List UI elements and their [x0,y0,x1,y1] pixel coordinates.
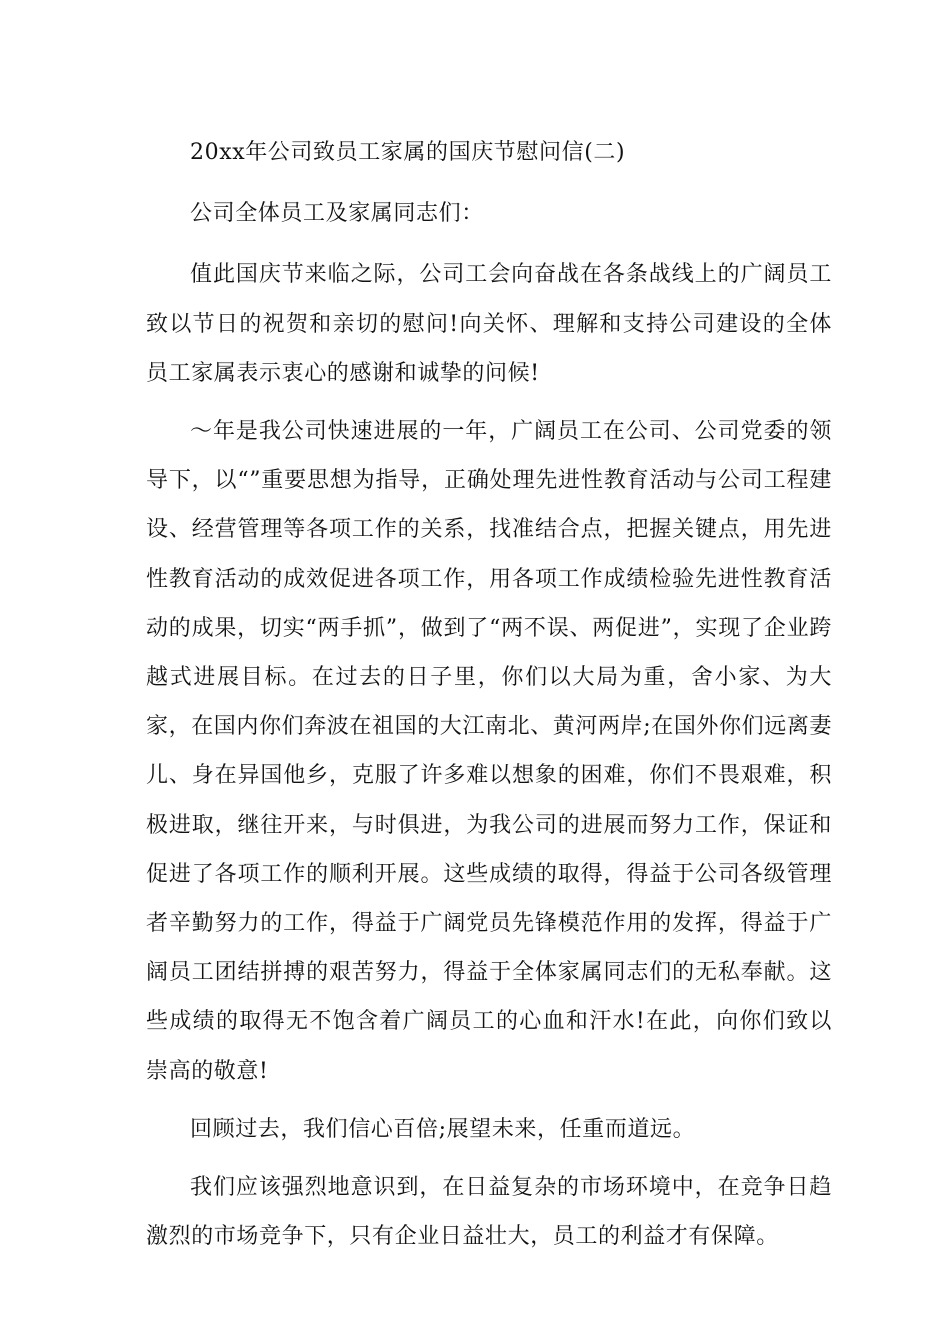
letter-salutation: 公司全体员工及家属同志们： [190,201,484,227]
letter-title: 20xx年公司致员工家属的国庆节慰问信(二) [190,140,626,165]
letter-body [146,128,832,1270]
paragraph-awareness: 我们应该强烈地意识到，在日益复杂的市场环境中，在竞争日趋激烈的市场竞争下，只有企业日益壮大，员工的利益才有保障。 [146,1175,832,1250]
paragraph-achievements: ～年是我公司快速进展的一年，广阔员工在公司、公司党委的领导下，以“”重要思想为指导，正确处理先进性教育活动与公司工程建设、经营管理等各项工作的关系，找准结合点，把握关键点，用先进性教育活动的成效促进各项工作，用各项工作成绩检验先进性教育活动的成果，切实“两手抓”，做到了“两不误、两促进”，实现了企业跨越式进展目标。在过去的日子里，你们以大局为重，舍小家、为大家，在国内你们奔波在祖国的大江南北、黄河两岸;在国外你们远离妻儿、身在异国他乡，克服了许多难以想象的困难，你们不畏艰难，积极进取，继往开来，与时俱进，为我公司的进展而努力工作，保证和促进了各项工作的顺利开展。这些成绩的取得，得益于公司各级管理者辛勤努力的工作，得益于广阔党员先锋模范作用的发挥，得益于广阔员工团结拼搏的艰苦努力，得益于全体家属同志们的无私奉献。这些成绩的取得无不饱含着广阔员工的心血和汗水!在此，向你们致以崇高的敬意! [146,419,833,1084]
paragraph-greeting: 值此国庆节来临之际，公司工会向奋战在各条战线上的广阔员工致以节日的祝贺和亲切的慰问!向关怀、理解和支持公司建设的全体员工家属表示衷心的感谢和诚挚的问候! [146,262,832,386]
paragraph-review: 回顾过去，我们信心百倍;展望未来，任重而道远。 [190,1116,696,1142]
